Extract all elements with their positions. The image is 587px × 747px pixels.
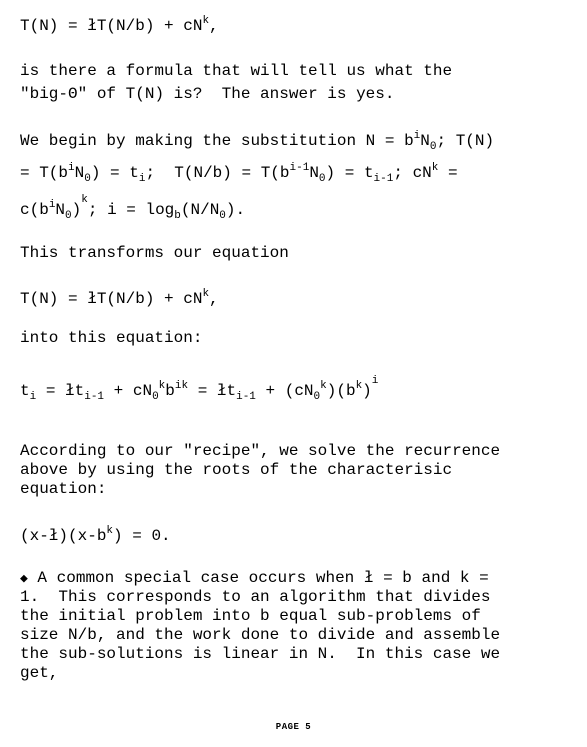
superscript: ik bbox=[174, 380, 189, 392]
text: 1. This corresponds to an algorithm that divides bbox=[20, 588, 491, 606]
subscript: i-1 bbox=[373, 173, 394, 185]
text: T(N) = łT(N/b) + cN bbox=[20, 17, 203, 35]
text: get, bbox=[20, 664, 59, 682]
text: A common special case occurs when ł = b and k = bbox=[27, 569, 489, 587]
text: We begin by making the substitution N = b bbox=[20, 132, 414, 150]
text: (N/N bbox=[180, 201, 220, 219]
substitution-line-3 bbox=[20, 194, 246, 222]
text: N bbox=[309, 164, 319, 182]
superscript: i bbox=[68, 162, 75, 174]
text: the initial problem into b equal sub-problems of bbox=[20, 607, 481, 625]
text: size N/b, and the work done to divide and assemble bbox=[20, 626, 501, 644]
paragraph-line bbox=[20, 461, 452, 480]
text: "big- bbox=[20, 85, 69, 103]
diamond-bullet-icon: ◆ bbox=[20, 571, 28, 586]
text: According to our "recipe", we solve the recurrence bbox=[20, 442, 501, 460]
characteristic-equation bbox=[20, 527, 171, 546]
text: = łt bbox=[36, 382, 85, 400]
subscript: i-1 bbox=[84, 391, 105, 403]
superscript: k bbox=[355, 380, 363, 392]
text: ; T(N/b) = T(b bbox=[145, 164, 290, 182]
subscript: i bbox=[29, 391, 37, 403]
text: ). bbox=[225, 201, 246, 219]
subscript: 0 bbox=[84, 173, 91, 185]
text: ) = t bbox=[325, 164, 374, 182]
text: )(b bbox=[326, 382, 356, 400]
subscript: 0 bbox=[65, 210, 72, 222]
text: c(b bbox=[20, 201, 49, 219]
paragraph-line bbox=[20, 645, 500, 664]
text: = łt bbox=[188, 382, 237, 400]
subscript: 0 bbox=[429, 141, 437, 153]
superscript: k bbox=[431, 162, 439, 174]
text: + (cN bbox=[255, 382, 314, 400]
paragraph-line bbox=[20, 664, 58, 683]
page-number: PAGE 5 bbox=[275, 722, 312, 732]
text: ) bbox=[71, 201, 82, 219]
subscript: 0 bbox=[152, 391, 159, 403]
recurrence-line-2 bbox=[20, 290, 219, 309]
paragraph-line bbox=[20, 626, 500, 645]
text: N bbox=[74, 164, 85, 182]
subscript: b bbox=[174, 210, 181, 222]
text: = bbox=[438, 164, 458, 182]
text: b bbox=[165, 382, 175, 400]
superscript: k bbox=[202, 288, 210, 300]
text: t bbox=[20, 382, 30, 400]
superscript: k bbox=[202, 15, 210, 27]
subscript: i-1 bbox=[236, 391, 256, 403]
text: ; cN bbox=[393, 164, 432, 182]
text: " of T(N) is? The answer is yes. bbox=[77, 85, 395, 103]
text: ; i = log bbox=[87, 201, 175, 219]
text: N bbox=[55, 201, 66, 219]
text: = T(b bbox=[20, 164, 69, 182]
subscript: 0 bbox=[313, 391, 321, 403]
text: the sub-solutions is linear in N. In this case we bbox=[20, 645, 501, 663]
paragraph-line bbox=[20, 442, 500, 461]
superscript: i bbox=[371, 375, 379, 387]
text: This transforms our equation bbox=[20, 244, 289, 262]
substitution-line-1 bbox=[20, 132, 494, 151]
paragraph-line bbox=[20, 85, 394, 104]
superscript: k bbox=[81, 194, 88, 206]
text: above by using the roots of the characterisic bbox=[20, 461, 453, 479]
text: N bbox=[420, 132, 430, 150]
subscript: i bbox=[138, 173, 146, 185]
paragraph-line bbox=[20, 329, 202, 348]
text: ; T(N) bbox=[436, 132, 495, 150]
paragraph-line bbox=[20, 244, 289, 263]
superscript: k bbox=[158, 380, 166, 392]
text: into this equation: bbox=[20, 329, 203, 347]
subscript: 0 bbox=[318, 173, 326, 185]
superscript: k bbox=[106, 525, 114, 537]
paragraph-line bbox=[20, 569, 489, 588]
text: , bbox=[209, 290, 219, 308]
text: (x-ł)(x-b bbox=[20, 527, 107, 545]
transformed-equation bbox=[20, 375, 379, 403]
paragraph-line bbox=[20, 480, 106, 499]
superscript: i bbox=[413, 130, 421, 142]
text: ) bbox=[362, 382, 372, 400]
paragraph-line bbox=[20, 607, 481, 626]
superscript: i bbox=[48, 199, 56, 211]
superscript: i-1 bbox=[289, 162, 310, 174]
text: T(N) = łT(N/b) + cN bbox=[20, 290, 203, 308]
text: , bbox=[209, 17, 219, 35]
paragraph-line bbox=[20, 62, 452, 81]
text: + cN bbox=[104, 382, 153, 400]
substitution-line-2 bbox=[20, 164, 458, 183]
text: is there a formula that will tell us what the bbox=[20, 62, 453, 80]
text: equation: bbox=[20, 480, 107, 498]
theta-symbol: Θ bbox=[68, 85, 78, 103]
recurrence-line-1 bbox=[20, 17, 219, 36]
paragraph-line bbox=[20, 588, 490, 607]
text: ) = t bbox=[90, 164, 139, 182]
subscript: 0 bbox=[219, 210, 226, 222]
superscript: k bbox=[320, 380, 327, 392]
text: ) = 0. bbox=[113, 527, 171, 545]
